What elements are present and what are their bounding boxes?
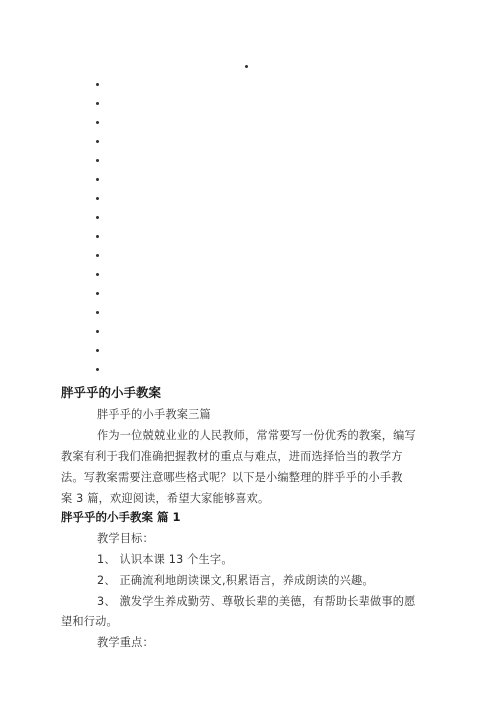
key-points-label: 教学重点：: [97, 636, 154, 649]
goal-item-continued: 望和行动。: [61, 615, 118, 628]
toc-bullet: [96, 311, 99, 314]
goal-item: 3、 激发学生养成勤劳、尊敬长辈的美德，有帮助长辈做事的愿: [97, 595, 416, 608]
goal-item: 2、 正确流利地朗读课文,积累语言，养成朗读的兴趣。: [97, 574, 374, 587]
intro-line: 案 3 篇，欢迎阅读，希望大家能够喜欢。: [61, 492, 270, 505]
toc-bullet: [96, 330, 99, 333]
toc-bullet: [96, 216, 99, 219]
section-heading: 胖乎乎的小手教案 篇 1: [61, 510, 181, 524]
toc-bullet: [96, 178, 99, 181]
intro-line: 法。写教案需要注意哪些格式呢？以下是小编整理的胖乎乎的小手教: [61, 471, 403, 484]
toc-bullet: [96, 197, 99, 200]
toc-bullet: [96, 235, 99, 238]
toc-bullet: [96, 273, 99, 276]
toc-bullet: [96, 83, 99, 86]
toc-bullet: [96, 140, 99, 143]
goal-item: 1、 认识本课 13 个生字。: [97, 553, 233, 566]
toc-bullet: [96, 349, 99, 352]
toc-bullet-top: [245, 65, 248, 68]
toc-bullet: [96, 102, 99, 105]
toc-bullet: [96, 292, 99, 295]
toc-bullet: [96, 254, 99, 257]
intro-line: 作为一位兢兢业业的人民教师，常常要写一份优秀的教案，编写: [97, 429, 416, 442]
document-title: 胖乎乎的小手教案: [61, 385, 162, 400]
toc-bullet: [96, 121, 99, 124]
toc-bullet: [96, 368, 99, 371]
intro-line: 教案有利于我们准确把握教材的重点与难点，进而选择恰当的教学方: [61, 450, 403, 463]
toc-bullet: [96, 159, 99, 162]
goals-label: 教学目标：: [97, 532, 154, 545]
document-subtitle: 胖乎乎的小手教案三篇: [97, 408, 211, 421]
